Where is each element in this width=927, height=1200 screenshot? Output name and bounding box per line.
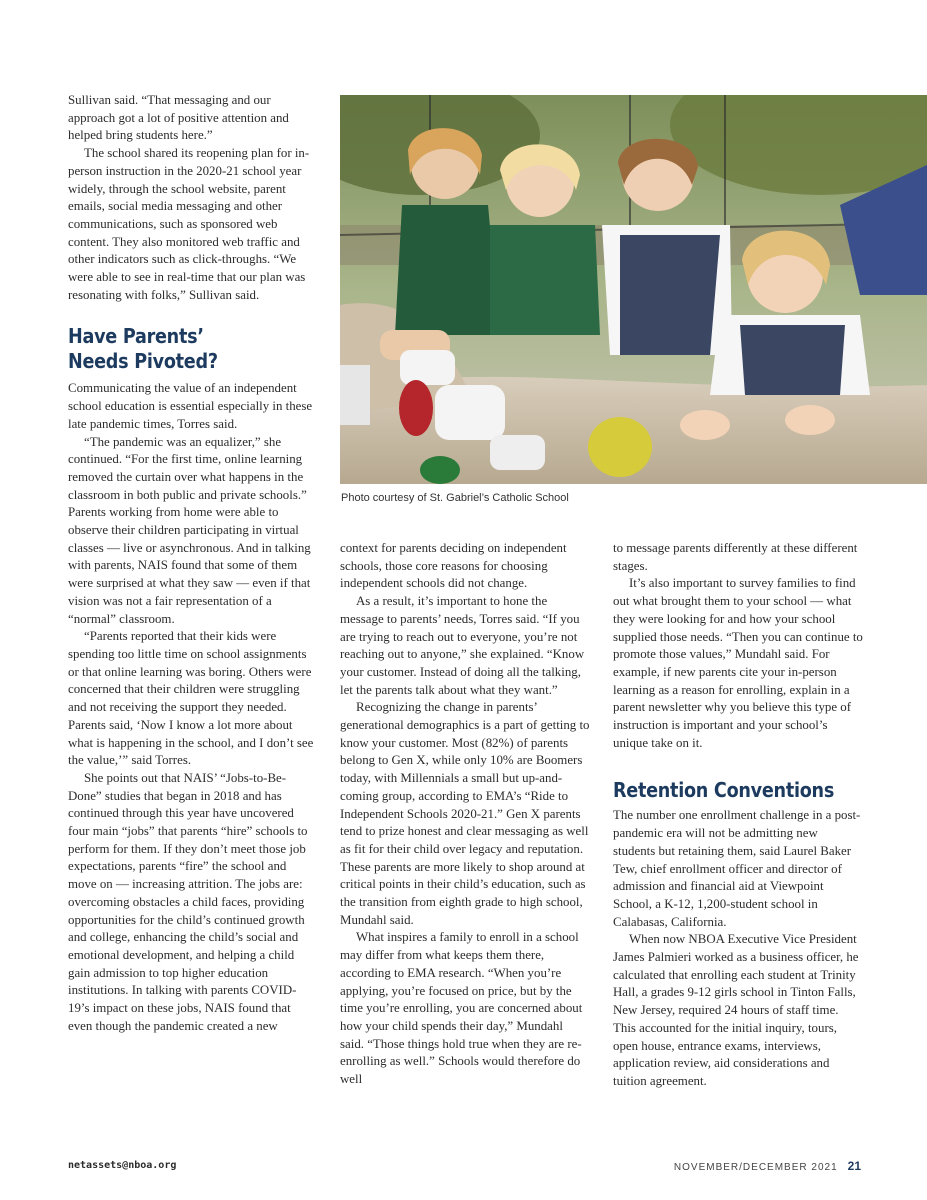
paragraph: The number one enrollment challenge in a post-pandemic era will not be admitting new students but retaining them, said Laurel Baker Tew, chief enrollment officer and director of admission and financial aid at Viewpoint School, a K-12, 1,200-student school in Calabasas, California.: [613, 808, 861, 929]
children-photo: [340, 95, 927, 484]
paragraph: context for parents deciding on independent schools, those core reasons for choosing independent schools did not change.: [340, 541, 567, 591]
page-number: 21: [847, 1159, 861, 1173]
section-heading: Retention Conventions: [613, 778, 835, 803]
article-column-2: [340, 540, 590, 1089]
paragraph: “Parents reported that their kids were spending too little time on school assignments or that online learning was boring. Others were concerned that their children were struggling and not receiving the support they needed. Parents said, ‘Now I know a lot more about what is happening in the school, and I don’t see the value,’” said Torres.: [68, 629, 314, 768]
paragraph: Communicating the value of an independent school education is essential especially in these late pandemic times, Torres said.: [68, 381, 313, 431]
paragraph: When now NBOA Executive Vice President James Palmieri worked as a business officer, he calculated that enrolling each student at Trinity Hall, a grades 9-12 girls school in Tinton Falls, New Jersey, required 24 hours of staff time. This accounted for the initial inquiry, tours, open house, entrance exams, interviews, application review, aid considerations and tuition agreement.: [613, 932, 859, 1088]
paragraph: She points out that NAIS’ “Jobs-to-Be-Done” studies that began in 2018 and has continued through this year have uncovered four main “jobs” that parents “hire” schools to perform for them. If they don’t meet those job expectations, parents “fire” the school and move on — increasing attrition. The jobs are: overcoming obstacles a child faces, providing opportunities for the child’s continued growth and college, enhancing the child’s social and emotional development, and helping a child gain admission to top higher education institutions. In talking with parents COVID-19’s impact on these jobs, NAIS found that even though the pandemic created a new: [68, 770, 308, 1033]
paragraph: The school shared its reopening plan for in-person instruction in the 2020-21 school year widely, through the school website, parent emails, social media messaging and other communications, such as sponsored web content. They also monitored web traffic and other indicators such as click-throughs. “We were able to see in real-time that our plan was resonating with folks,” Sullivan said.: [68, 146, 310, 302]
paragraph: “The pandemic was an equalizer,” she continued. “For the first time, online learning removed the curtain over what happens in the classroom in both public and private schools.” Parents working from home were able to observe their children participating in virtual classes — live or asynchronous. And in talking with parents, NAIS found that some of them were surprised at what they saw — even if that vision was not a fair representation of a “normal” classroom.: [68, 434, 311, 626]
section-heading: Have Parents’ Needs Pivoted?: [68, 324, 218, 374]
issue-date: NOVEMBER/DECEMBER 2021: [673, 1162, 838, 1173]
paragraph: As a result, it’s important to hone the message to parents’ needs, Torres said. “If you are trying to reach out to everyone, you’re not reaching out to anyone,” she explained. “Know your customer. Instead of doing all the talking, let the parents talk about what they want.”: [340, 594, 585, 697]
article-column-3: [613, 540, 863, 1091]
paragraph: Sullivan said. “That messaging and our approach got a lot of positive attention and helped bring students here.”: [68, 93, 289, 143]
footer-issue: [674, 1159, 861, 1173]
photo-caption: Photo courtesy of St. Gabriel’s Catholic School: [341, 492, 569, 504]
paragraph: It’s also important to survey families to find out what brought them to your school — what they were looking for and how your school supplied those needs. “Then you can continue to promote those values,” Mundahl said. For example, if new parents cite your in-person learning as a reason for enrolling, explain in a parent newsletter why you believe this type of instruction is important and your school’s unique take on it.: [613, 576, 863, 750]
footer-email: netassets@nboa.org: [68, 1160, 177, 1171]
paragraph: What inspires a family to enroll in a school may differ from what keeps them there, according to EMA research. “When you’re applying, you’re focused on price, but by the time you’re enrolling, you are concerned about how your child spends their day,” Mundahl said. “Those things hold true when they are re-enrolling as well.” Schools would therefore do well: [340, 930, 583, 1087]
paragraph: Recognizing the change in parents’ generational demographics is a part of getting to know your customer. Most (82%) of parents belong to Gen X, while only 10% are Boomers today, with Millennials a small but up-and-coming group, according to EMA’s “Ride to Independent Schools 2020-21.” Gen X parents tend to prize honest and clear messaging as well as fit for their child over legacy and reputation. These parents are more likely to shop around at critical points in their child’s education, such as the transition from eighth grade to high school, Mundahl said.: [340, 700, 590, 927]
paragraph: to message parents differently at these different stages.: [613, 541, 858, 573]
article-column-1: [68, 92, 315, 1035]
